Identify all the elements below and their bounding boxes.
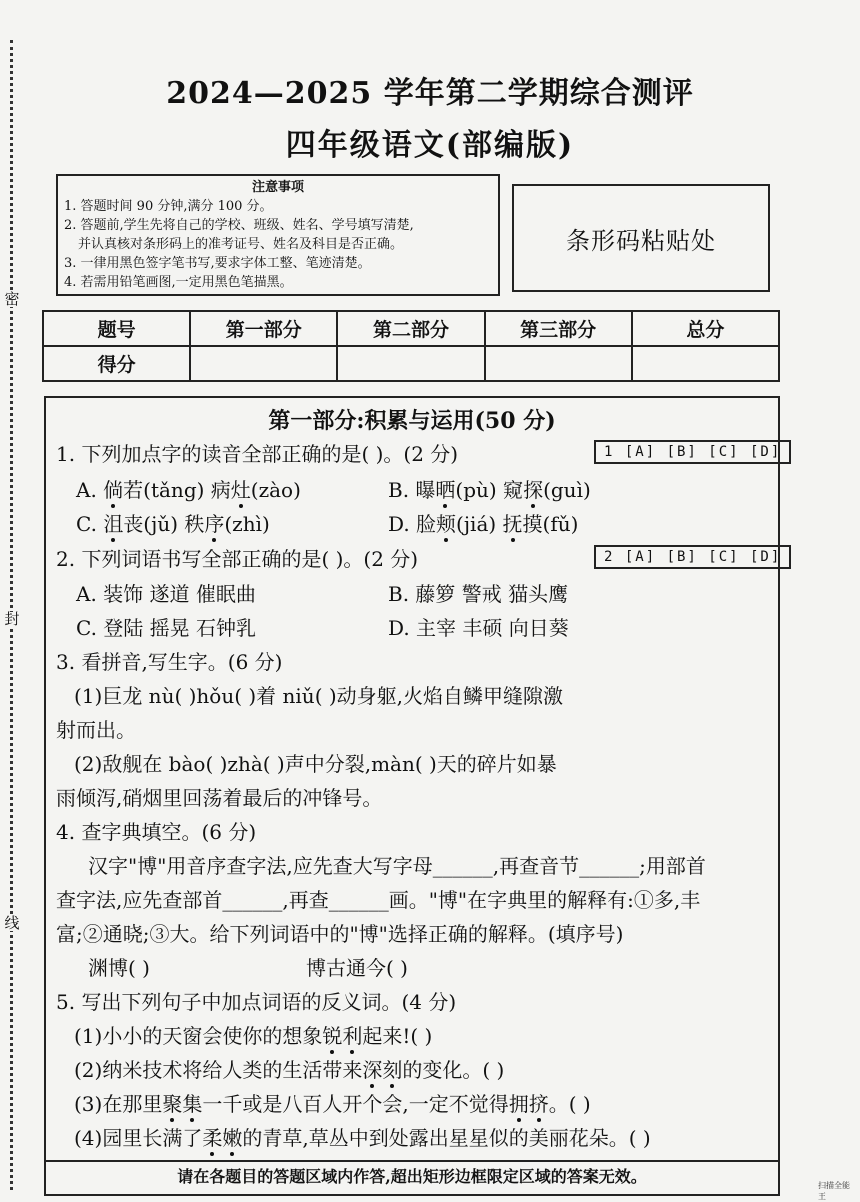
notice-item: 3. 一律用黑色签字笔书写,要求字体工整、笔迹清楚。 <box>64 256 371 271</box>
q3-part1-line2: 射而出。 <box>56 718 136 742</box>
notice-item: 1. 答题时间 90 分钟,满分 100 分。 <box>64 199 273 214</box>
section1-title: 第一部分:积累与运用(50 分) <box>268 408 556 434</box>
q2-option-a: A. 装饰 遂道 催眠曲 <box>76 582 256 606</box>
barcode-label: 条形码粘贴处 <box>566 226 716 255</box>
score-cell-part3[interactable] <box>485 346 632 381</box>
q3-part1-line1: (1)巨龙 nù( )hǒu( )着 niǔ( )动身躯,火焰自鳞甲缝隙激 <box>74 684 564 708</box>
q5-stem: 5. 写出下列句子中加点词语的反义词。(4 分) <box>56 990 457 1014</box>
score-header-cell: 第三部分 <box>485 311 632 346</box>
q2-option-c: C. 登陆 摇晃 石钟乳 <box>76 616 257 640</box>
q3-part2-line2: 雨倾泻,硝烟里回荡着最后的冲锋号。 <box>56 786 383 810</box>
notice-box <box>56 174 500 296</box>
q2-answer-box[interactable]: 2 [A] [B] [C] [D] <box>594 545 791 569</box>
score-header-row <box>43 311 779 346</box>
q1-option-b: B. 曝晒(pù) 窥探(guì) <box>388 478 591 502</box>
q5-sentence-3: (3)在那里聚集一千或是八百人开个会,一定不觉得拥挤。( ) <box>74 1092 591 1116</box>
score-row-label: 得分 <box>43 346 190 381</box>
scanner-watermark: 扫描全能王 <box>818 1181 850 1201</box>
q2-stem: 2. 下列词语书写全部正确的是( )。(2 分) <box>56 547 419 571</box>
score-cell-total[interactable] <box>632 346 779 381</box>
score-header-cell: 第一部分 <box>190 311 337 346</box>
q5-sentence-2: (2)纳米技术将给人类的生活带来深刻的变化。( ) <box>74 1058 505 1082</box>
exam-subtitle: 四年级语文(部编版) <box>285 128 575 163</box>
q4-line3: 富;②通晓;③大。给下列词语中的"博"选择正确的解释。(填序号) <box>56 922 624 946</box>
q5-sentence-4: (4)园里长满了柔嫩的青草,草丛中到处露出星星似的美丽花朵。( ) <box>74 1126 651 1150</box>
q1-option-d: D. 脸颊(jiá) 抚摸(fǔ) <box>388 512 579 536</box>
exam-title: 2024—2025 学年第二学期综合测评 <box>166 76 694 111</box>
q4-word-yuanbo: 渊博( ) <box>88 956 150 980</box>
barcode-area <box>512 184 770 292</box>
q3-part2-line1: (2)敌舰在 bào( )zhà( )声中分裂,màn( )天的碎片如暴 <box>74 752 557 776</box>
q3-stem: 3. 看拼音,写生字。(6 分) <box>56 650 283 674</box>
q1-option-a: A. 倘若(tǎng) 病灶(zào) <box>76 478 301 502</box>
binding-char-mi: 密 <box>4 290 20 308</box>
score-header-cell: 总分 <box>632 311 779 346</box>
score-header-cell: 第二部分 <box>337 311 484 346</box>
q2-option-b: B. 藤箩 警戒 猫头鹰 <box>388 582 569 606</box>
q1-option-c: C. 沮丧(jǔ) 秩序(zhì) <box>76 512 270 536</box>
q1-answer-box[interactable]: 1 [A] [B] [C] [D] <box>594 440 791 464</box>
binding-char-feng: 封 <box>4 610 20 628</box>
q4-line1: 汉字"博"用音序查字法,应先查大写字母______,再查音节______;用部首 <box>88 854 706 878</box>
q2-option-d: D. 主宰 丰硕 向日葵 <box>388 616 569 640</box>
notice-item: 2. 答题前,学生先将自己的学校、班级、姓名、学号填写清楚, <box>64 218 414 233</box>
q4-word-bogutongjin: 博古通今( ) <box>306 956 408 980</box>
q4-stem: 4. 查字典填空。(6 分) <box>56 820 257 844</box>
q4-line2: 查字法,应先查部首______,再查______画。"博"在字典里的解释有:①多,丰 <box>56 888 701 912</box>
binding-char-xian: 线 <box>4 914 20 932</box>
notice-item: 并认真核对条形码上的准考证号、姓名及科目是否正确。 <box>78 237 404 252</box>
q1-stem: 1. 下列加点字的读音全部正确的是( )。(2 分) <box>56 442 459 466</box>
notice-heading: 注意事项 <box>251 180 304 195</box>
score-cell-part1[interactable] <box>190 346 337 381</box>
score-table <box>42 310 780 382</box>
score-value-row <box>43 346 779 381</box>
q5-sentence-1: (1)小小的天窗会使你的想象锐利起来!( ) <box>74 1024 433 1048</box>
notice-item: 4. 若需用铅笔画图,一定用黑色笔描黑。 <box>64 275 293 290</box>
score-cell-part2[interactable] <box>337 346 484 381</box>
answer-area-notice: 请在各题目的答题区域内作答,超出矩形边框限定区域的答案无效。 <box>44 1160 780 1187</box>
score-header-cell: 题号 <box>43 311 190 346</box>
